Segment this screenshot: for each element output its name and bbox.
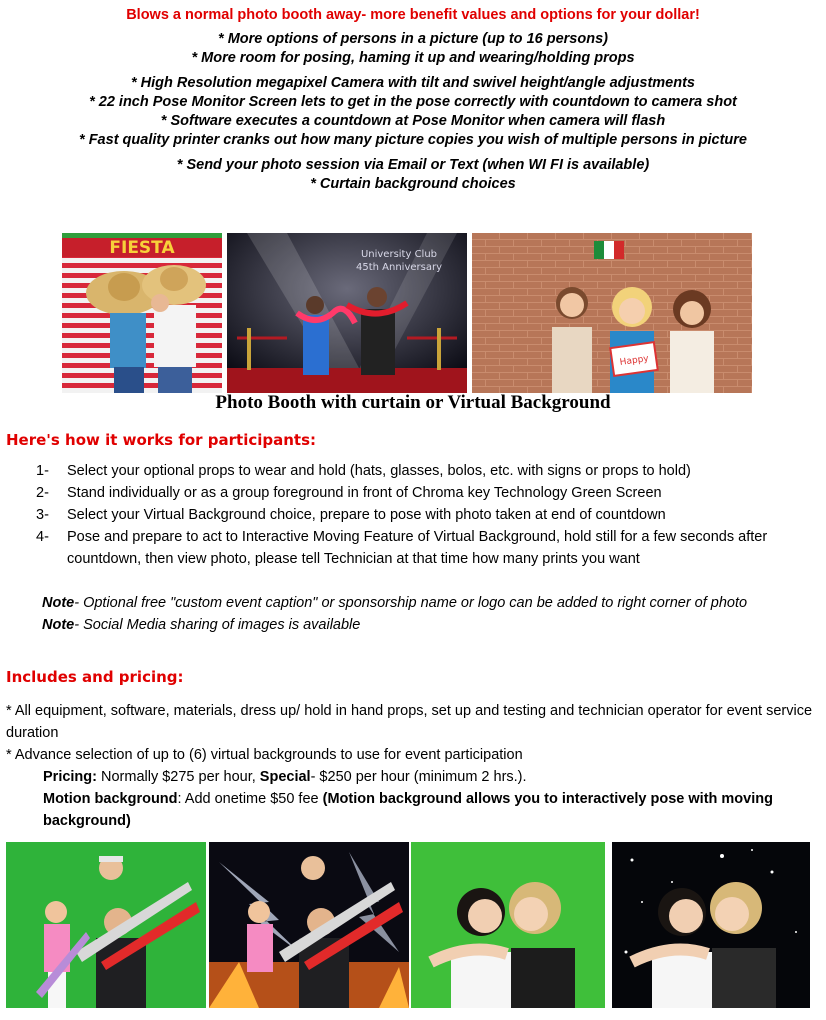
step-number: 4- — [36, 529, 49, 545]
photo-green-screen-girls — [411, 842, 605, 1008]
step-item — [36, 526, 816, 570]
motion-text: : Add onetime $50 fee — [177, 791, 323, 807]
note-item — [42, 614, 802, 636]
benefit-item: * Fast quality printer cranks out how many picture copies you wish of multiple persons in picture — [79, 132, 747, 148]
notes — [42, 592, 802, 636]
step-text: Stand individually or as a group foreground in front of Chroma key Technology Green Screen — [67, 485, 662, 501]
benefit-group — [0, 74, 826, 150]
prop-sign: Happy — [619, 354, 650, 368]
photo-university-club — [227, 233, 467, 393]
banner-line2: 45th Anniversary — [355, 262, 443, 273]
photo-fiesta-couple — [62, 233, 222, 393]
motion-line — [6, 788, 816, 832]
photo-girls-props — [472, 233, 752, 393]
step-item — [36, 460, 816, 482]
note-item — [42, 592, 802, 614]
benefit-item: * Software executes a countdown at Pose Monitor when camera will flash — [160, 113, 666, 129]
how-it-works-heading: Here's how it works for participants: — [6, 431, 317, 449]
note-text: - Social Media sharing of images is available — [74, 617, 361, 633]
benefit-item: * 22 inch Pose Monitor Screen lets to get in the pose correctly with countdown to camera shot — [89, 94, 737, 110]
photo-green-screen-family — [6, 842, 206, 1008]
banner-line1: University Club — [360, 249, 438, 260]
pricing-text: Normally $275 per hour, — [96, 769, 260, 785]
includes-heading: Includes and pricing: — [6, 668, 184, 686]
special-text: - $250 per hour (minimum 2 hrs.). — [310, 769, 527, 785]
top-photo-caption: Photo Booth with curtain or Virtual Background — [215, 392, 611, 413]
benefit-item: * Curtain background choices — [310, 176, 516, 192]
include-item: * All equipment, software, materials, dress up/ hold in hand props, set up and testing and technician operator for event service duration — [6, 703, 813, 741]
step-item — [36, 482, 816, 504]
benefit-group — [0, 30, 826, 68]
pricing-line — [6, 766, 816, 788]
note-label: Note — [42, 595, 75, 611]
note-label: Note — [42, 617, 75, 633]
step-text: Select your Virtual Background choice, prepare to pose with photo taken at end of countdown — [67, 507, 666, 523]
step-number: 2- — [36, 485, 49, 501]
benefit-group — [0, 156, 826, 194]
include-item: * Advance selection of up to (6) virtual backgrounds to use for event participation — [6, 747, 523, 763]
step-number: 3- — [36, 507, 49, 523]
benefit-item: * Send your photo session via Email or Text (when WI FI is available) — [176, 157, 650, 173]
step-text: Select your optional props to wear and hold (hats, glasses, bolos, etc. with signs or props to hold) — [67, 463, 691, 479]
step-number: 1- — [36, 463, 49, 479]
step-text: Pose and prepare to act to Interactive Moving Feature of Virtual Background, hold still for a few seconds after countdown, then view photo, please tell Technician at that time how many prints you want — [67, 529, 768, 567]
photo-starry-background-girls — [612, 842, 810, 1008]
flyer — [0, 6, 826, 829]
pricing-label: Pricing: — [43, 769, 97, 785]
note-text: - Optional free "custom event caption" or sponsorship name or logo can be added to right corner of photo — [74, 595, 748, 611]
headline: Blows a normal photo booth away- more benefit values and options for your dollar! — [126, 7, 700, 23]
top-photo-strip — [62, 233, 752, 393]
includes-list — [6, 700, 816, 832]
fiesta-sign: FIESTA — [109, 238, 175, 258]
photo-virtual-background-family — [209, 842, 409, 1008]
bottom-photo-strip — [6, 842, 810, 1008]
motion-label: Motion background — [43, 791, 178, 807]
benefit-item: * More options of persons in a picture (up to 16 persons) — [218, 31, 608, 47]
benefit-item: * High Resolution megapixel Camera with tilt and swivel height/angle adjustments — [131, 75, 695, 91]
step-item — [36, 504, 816, 526]
motion-description: (Motion background allows you to interactively pose with moving background) — [43, 791, 773, 829]
special-label: Special — [259, 769, 311, 785]
benefits-list — [0, 30, 826, 194]
steps-list — [36, 460, 816, 570]
benefit-item: * More room for posing, haming it up and wearing/holding props — [191, 50, 635, 66]
